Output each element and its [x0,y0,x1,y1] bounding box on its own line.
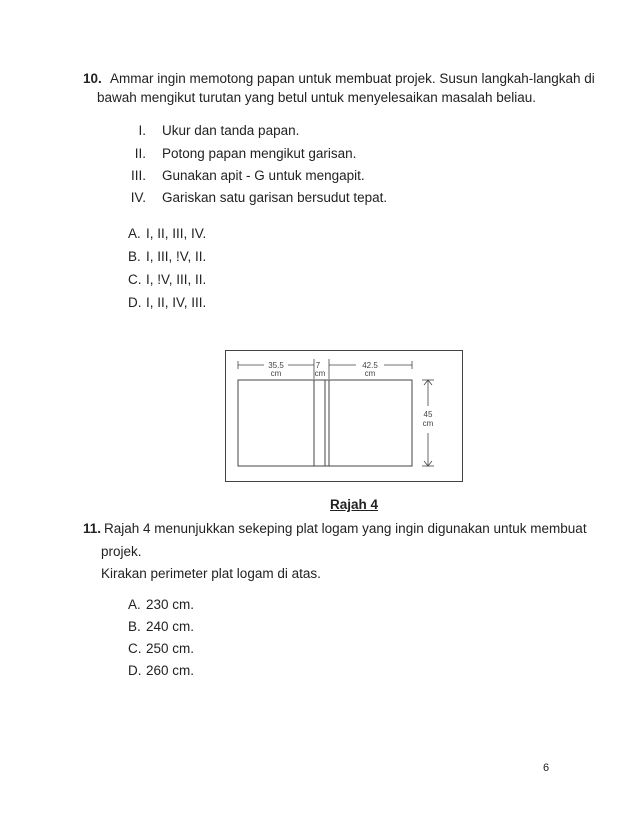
dimension-right-value: 42.5 [362,361,378,370]
step-text: Gariskan satu garisan bersudut tepat. [162,190,388,205]
question-11-number: 11. [83,521,102,536]
step-text: Potong papan mengikut garisan. [162,146,357,161]
question-10-number: 10. [83,71,102,86]
option-letter: C. [128,272,142,287]
option-letter: B. [128,619,141,634]
step-text: Gunakan apit - G untuk mengapit. [162,168,365,183]
step-numeral: II. [134,146,146,161]
question-10-text-line1: Ammar ingin memotong papan untuk membuat projek. Susun langkah-langkah di [110,71,595,86]
dimension-middle-value: 7 [315,361,321,370]
option-text: 240 cm. [146,619,195,634]
metal-plate-diagram [226,351,462,481]
question-11-text-line2: projek. [101,544,142,559]
option-letter: D. [128,663,142,678]
dimension-height-value: 45 [423,410,433,419]
question-11-text-line1: Rajah 4 menunjukkan sekeping plat logam yang ingin digunakan untuk membuat [104,521,587,536]
dimension-middle-unit: cm [314,369,326,378]
dimension-height-unit: cm [422,419,434,428]
dimension-left-unit: cm [270,369,282,378]
figure-caption: Rajah 4 [330,497,379,512]
option-text: 260 cm. [146,663,195,678]
option-text: I, II, IV, III. [146,295,207,310]
option-letter: D. [128,295,142,310]
option-text: 250 cm. [146,641,195,656]
dimension-left-value: 35.5 [268,361,284,370]
option-letter: B. [128,249,141,264]
figure-rajah-4 [225,350,463,482]
option-letter: A. [128,226,141,241]
question-10-text-line2: bawah mengikut turutan yang betul untuk menyelesaikan masalah beliau. [97,90,537,105]
dimension-right-unit: cm [364,369,376,378]
page-number: 6 [543,762,550,774]
option-text: I, III, !V, II. [146,249,207,264]
plate-right-panel [329,380,412,466]
step-numeral: I. [138,123,146,138]
plate-left-panel [238,380,325,466]
question-11-text-line3: Kirakan perimeter plat logam di atas. [101,566,321,581]
option-letter: A. [128,597,141,612]
option-text: 230 cm. [146,597,195,612]
option-text: I, II, III, IV. [146,226,207,241]
step-numeral: IV. [130,190,146,205]
option-letter: C. [128,641,142,656]
plate-middle-strip [314,380,329,466]
step-numeral: III. [130,168,146,183]
step-text: Ukur dan tanda papan. [162,123,300,138]
option-text: I, !V, III, II. [146,272,207,287]
